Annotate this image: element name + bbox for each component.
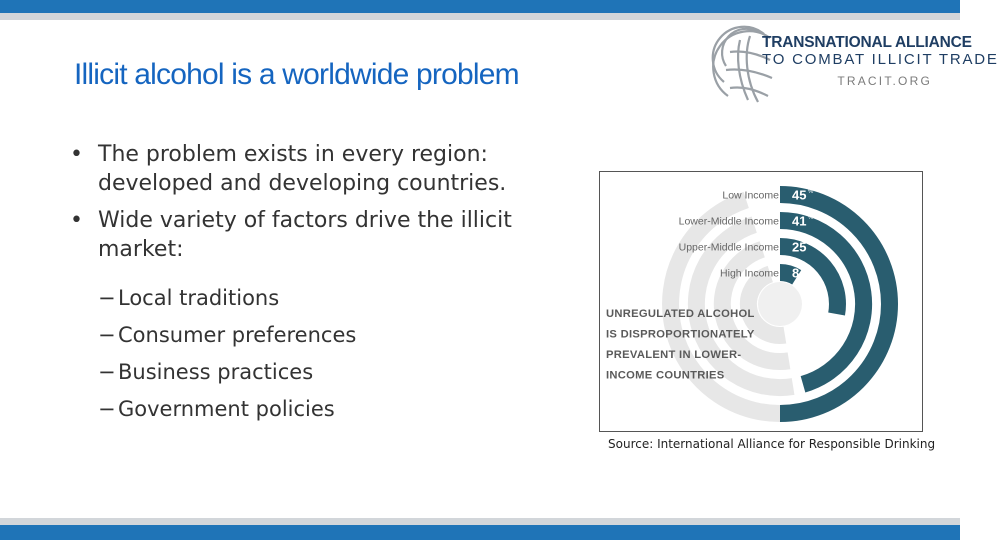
unit-label: % — [808, 241, 814, 247]
category-label: High Income — [720, 267, 779, 280]
value-label: 45 — [792, 187, 807, 203]
bullet-text: The problem exists in every region: developed and developing countries. — [98, 142, 507, 196]
logo-line-2: TO COMBAT ILLICIT TRADE — [762, 51, 999, 68]
category-label: Low Income — [722, 189, 779, 202]
caption-line: IS DISPROPORTIONATELY — [606, 328, 755, 341]
sub-bullet-dash: − — [98, 360, 116, 384]
bullet-text: Wide variety of factors drive the illicit market: — [98, 208, 512, 262]
sub-bullet-item — [70, 322, 530, 348]
sub-bullet-item — [70, 396, 530, 422]
caption-line: PREVALENT IN LOWER- — [606, 349, 742, 361]
logo-line-1: TRANSNATIONAL ALLIANCE — [762, 34, 972, 51]
bullet-dot: • — [70, 142, 83, 167]
source-caption: Source: International Alliance for Responsible Drinking — [608, 437, 936, 451]
top-accent-bar — [0, 0, 960, 13]
sub-bullet-text: Business practices — [118, 360, 314, 384]
value-label: 8 — [792, 265, 800, 281]
unit-label: % — [800, 267, 806, 273]
category-label: Lower-Middle Income — [678, 215, 779, 228]
sub-bullet-dash: − — [98, 397, 116, 421]
bottom-divider-bar — [0, 518, 960, 525]
bullet-list — [70, 140, 530, 422]
sub-bullet-item — [70, 285, 530, 311]
radial-bar-chart — [600, 172, 922, 431]
sub-bullet-text: Consumer preferences — [118, 323, 357, 347]
value-label: 41 — [792, 213, 807, 229]
bullet-item — [70, 140, 530, 198]
income-chart — [599, 171, 923, 432]
bottom-accent-bar — [0, 525, 960, 540]
category-label: Upper-Middle Income — [678, 241, 779, 254]
sub-bullet-item — [70, 359, 530, 385]
sub-bullet-text: Government policies — [118, 397, 335, 421]
value-label: 25 — [792, 239, 807, 255]
tracit-logo — [718, 26, 999, 112]
ring-center — [758, 282, 802, 326]
slide-title: Illicit alcohol is a worldwide problem — [74, 58, 519, 91]
logo-url: TRACIT.ORG — [837, 74, 932, 88]
bullet-dot: • — [70, 208, 83, 233]
sub-bullet-dash: − — [98, 286, 116, 310]
top-divider-bar — [0, 13, 960, 20]
sub-bullet-dash: − — [98, 323, 116, 347]
unit-label: % — [808, 215, 814, 221]
caption-line: UNREGULATED ALCOHOL — [606, 308, 755, 320]
unit-label: % — [808, 189, 814, 195]
bullet-item — [70, 206, 530, 264]
caption-line: INCOME COUNTRIES — [606, 369, 725, 382]
sub-bullet-text: Local traditions — [118, 286, 280, 310]
